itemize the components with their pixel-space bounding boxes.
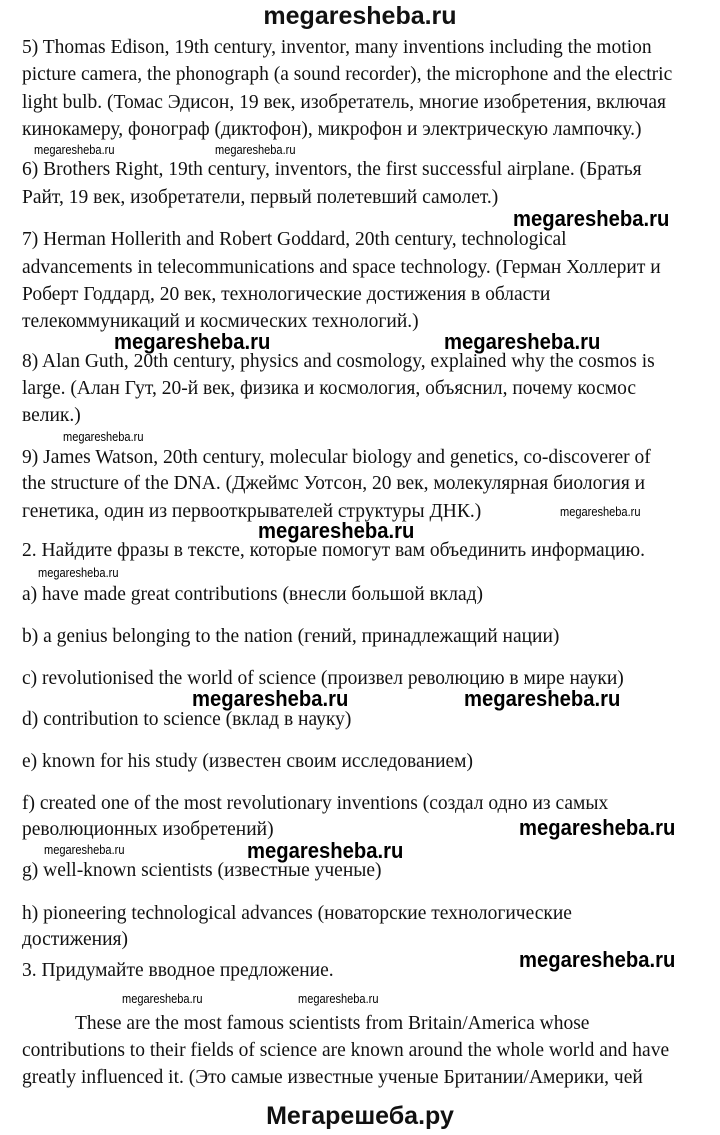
text-line: 2. Найдите фразы в тексте, которые помогут вам объединить информацию. <box>22 540 645 561</box>
text-line: g) well-known scientists (известные ученые) <box>22 860 382 881</box>
site-footer: Мегарешеба.ру <box>266 1102 454 1130</box>
watermark: megaresheba.ru <box>513 206 670 231</box>
text-line: f) created one of the most revolutionary inventions (создал одно из самых <box>22 793 609 814</box>
watermark: megaresheba.ru <box>122 991 203 1006</box>
watermark: megaresheba.ru <box>38 565 119 580</box>
text-line: d) contribution to science (вклад в науку) <box>22 709 352 730</box>
text-line: the structure of the DNA. (Джеймс Уотсон, 20 век, молекулярная биология и <box>22 473 646 494</box>
watermark: megaresheba.ru <box>34 142 115 157</box>
text-line: greatly influenced it. (Это самые известные ученые Британии/Америки, чей <box>22 1067 643 1088</box>
text-line: light bulb. (Томас Эдисон, 19 век, изобретатель, многие изобретения, включая <box>22 92 667 113</box>
watermark: megaresheba.ru <box>444 329 601 354</box>
text-line: 7) Herman Hollerith and Robert Goddard, 20th century, technological <box>22 229 567 250</box>
watermark: megaresheba.ru <box>247 838 404 863</box>
text-line: телекоммуникаций и космических технологий.) <box>22 311 419 332</box>
text-line: 9) James Watson, 20th century, molecular biology and genetics, co-discoverer of <box>22 447 651 468</box>
text-line: Роберт Годдард, 20 век, технологические достижения в области <box>22 284 551 305</box>
watermark: megaresheba.ru <box>258 518 415 543</box>
site-header: megaresheba.ru <box>263 2 457 30</box>
text-line: генетика, один из первооткрывателей структуры ДНК.) <box>22 501 482 522</box>
text-line: велик.) <box>22 405 81 426</box>
text-line: advancements in telecommunications and space technology. (Герман Холлерит и <box>22 257 661 278</box>
text-line: 6) Brothers Right, 19th century, inventors, the first successful airplane. (Братья <box>22 159 642 180</box>
text-line: These are the most famous scientists from Britain/America whose <box>75 1013 590 1034</box>
text-line: достижения) <box>22 929 128 950</box>
text-line: a) have made great contributions (внесли большой вклад) <box>22 584 484 605</box>
text-line: c) revolutionised the world of science (произвел революцию в мире науки) <box>22 668 624 689</box>
text-line: contributions to their fields of science are known around the whole world and have <box>22 1040 670 1061</box>
watermark: megaresheba.ru <box>63 429 144 444</box>
text-line: picture camera, the phonograph (a sound recorder), the microphone and the electric <box>22 64 673 85</box>
text-line: large. (Алан Гут, 20-й век, физика и космология, объяснил, почему космос <box>22 378 637 399</box>
text-line: 5) Thomas Edison, 19th century, inventor, many inventions including the motion <box>22 37 652 58</box>
text-line: Райт, 19 век, изобретатели, первый полетевший самолет.) <box>22 187 499 208</box>
text-line: 3. Придумайте вводное предложение. <box>22 960 334 981</box>
watermark: megaresheba.ru <box>114 329 271 354</box>
text-line: b) a genius belonging to the nation (гений, принадлежащий нации) <box>22 626 560 647</box>
watermark: megaresheba.ru <box>44 842 125 857</box>
watermark: megaresheba.ru <box>519 815 676 840</box>
watermark: megaresheba.ru <box>215 142 296 157</box>
text-line: e) known for his study (известен своим исследованием) <box>22 751 474 772</box>
watermark: megaresheba.ru <box>192 686 349 711</box>
watermark: megaresheba.ru <box>560 504 641 519</box>
watermark: megaresheba.ru <box>519 947 676 972</box>
text-line: 8) Alan Guth, 20th century, physics and cosmology, explained why the cosmos is <box>22 351 655 372</box>
text-line: революционных изобретений) <box>22 819 274 840</box>
text-line: кинокамеру, фонограф (диктофон), микрофон и электрическую лампочку.) <box>22 119 642 140</box>
watermark: megaresheba.ru <box>298 991 379 1006</box>
watermark: megaresheba.ru <box>464 686 621 711</box>
text-line: h) pioneering technological advances (новаторские технологические <box>22 903 572 924</box>
